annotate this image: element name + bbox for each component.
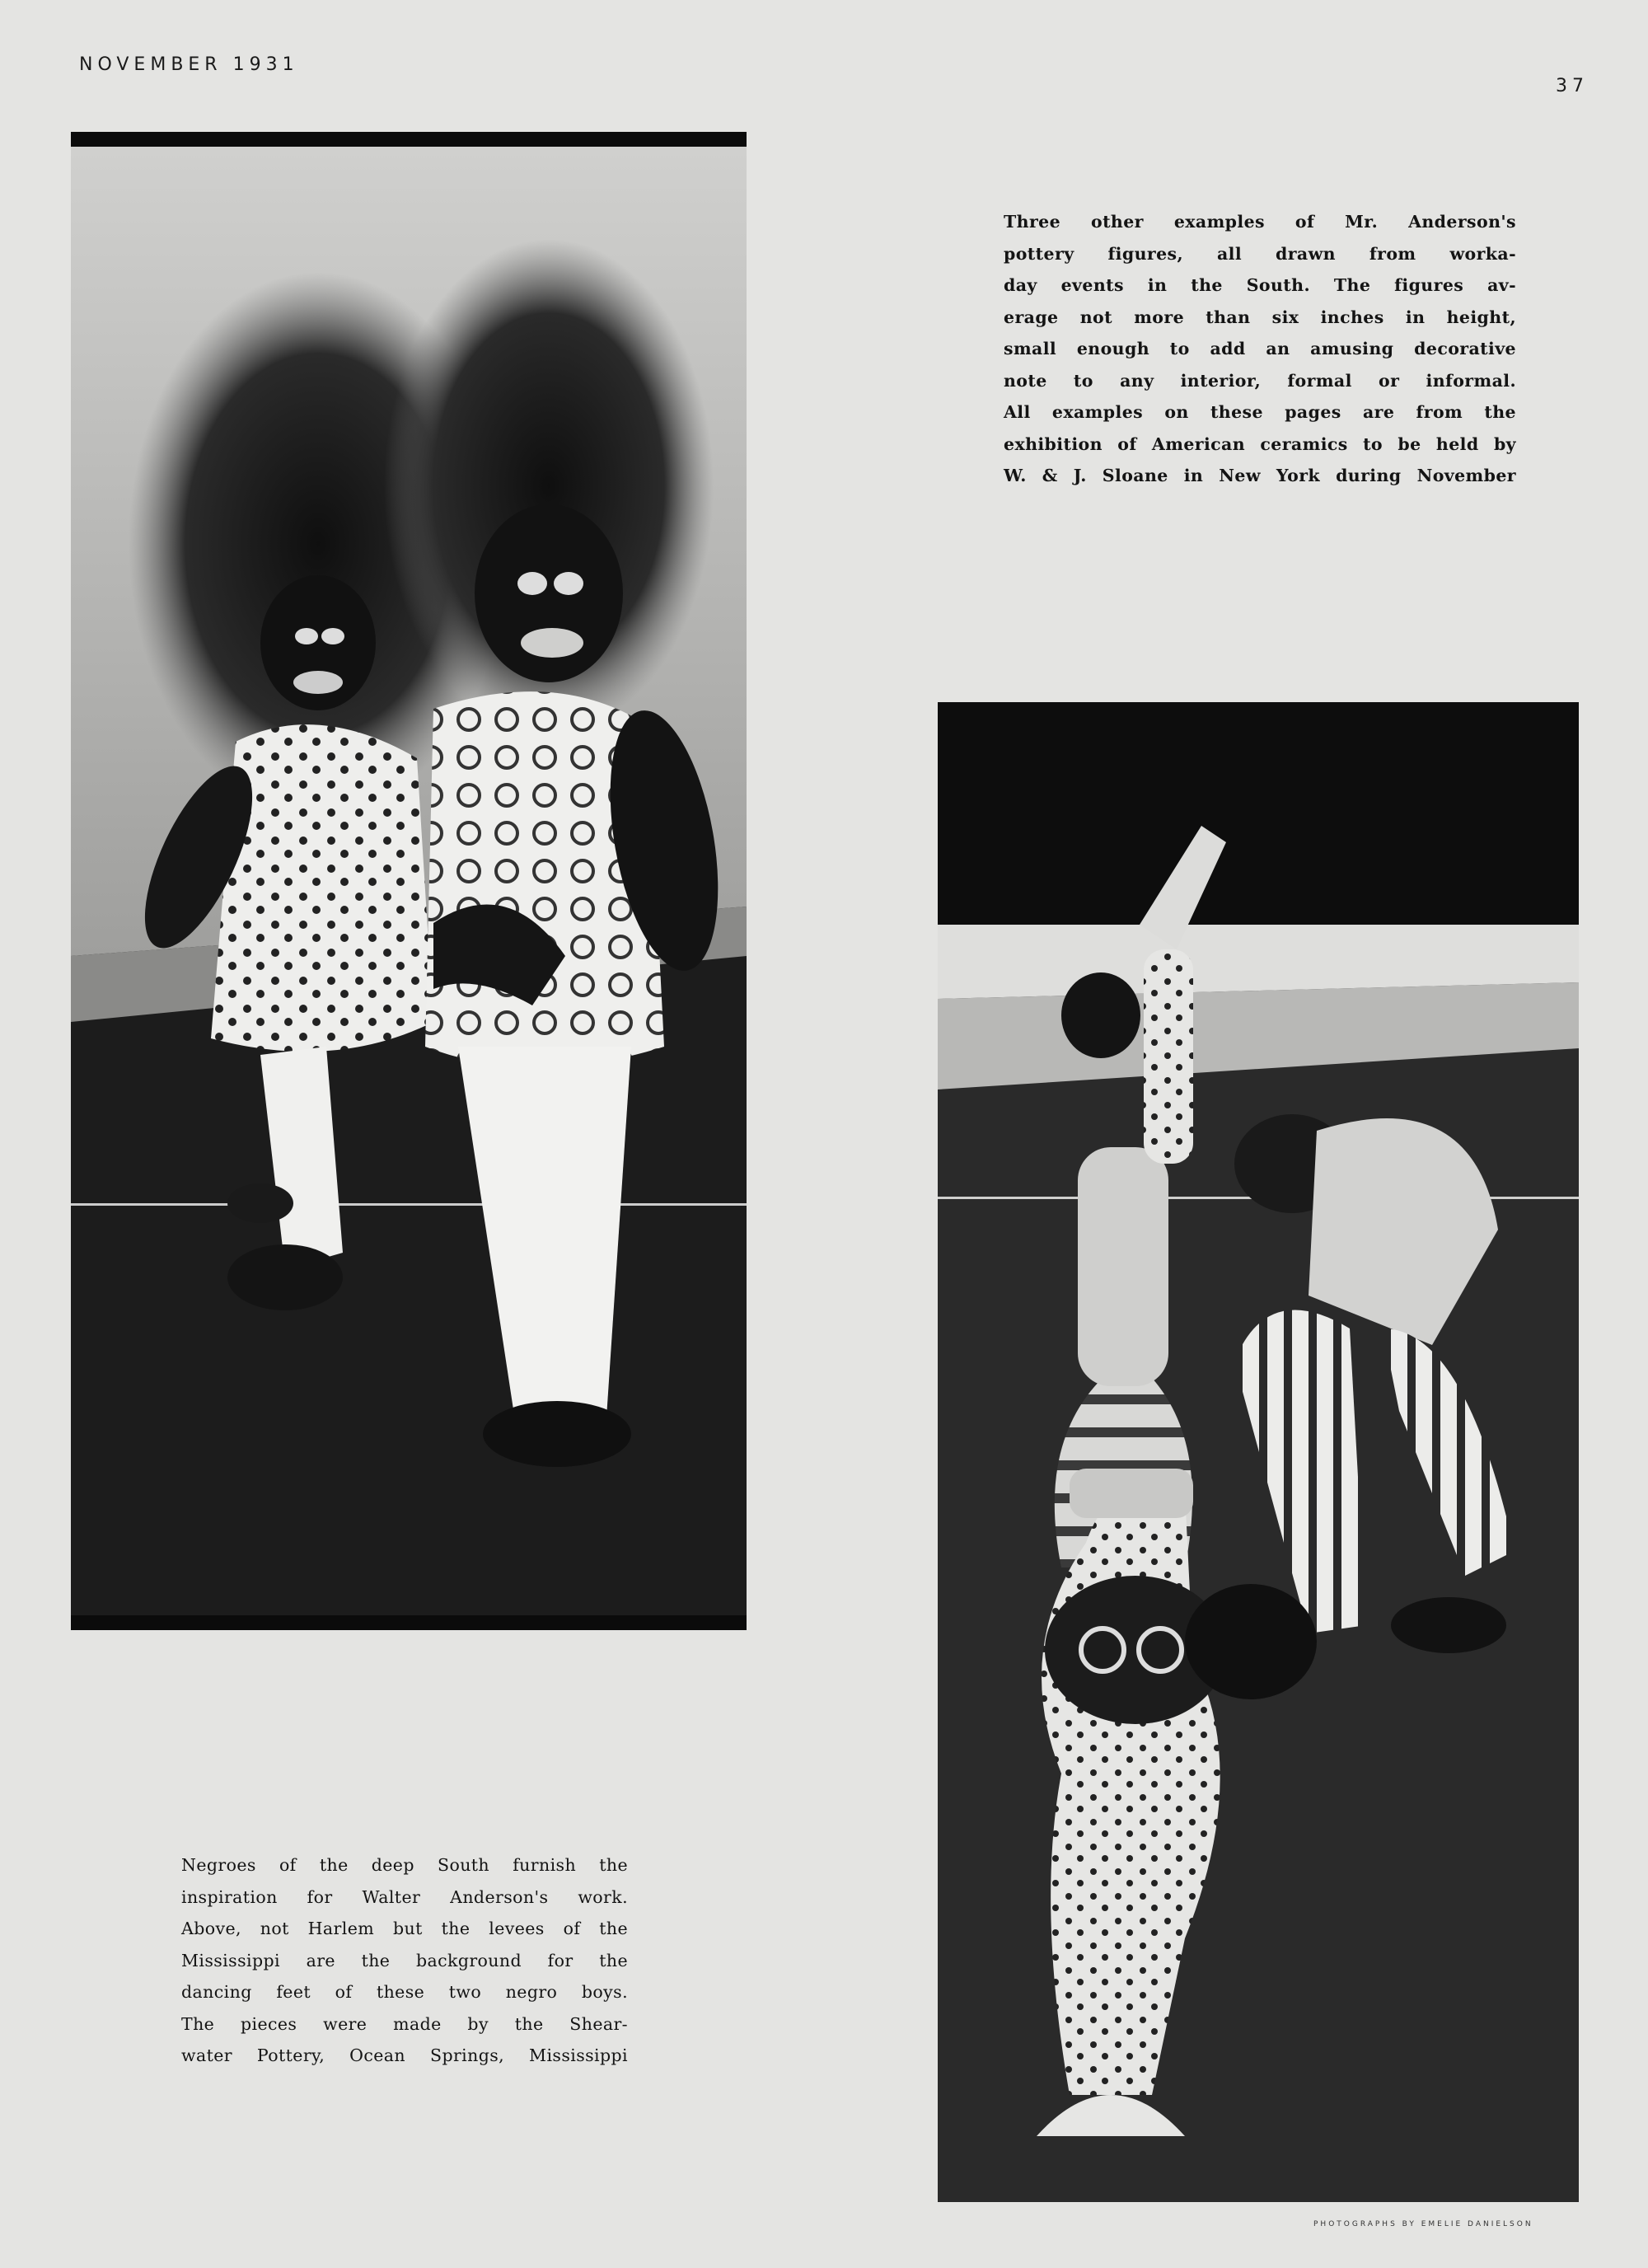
caption-line: note to any interior, formal or informal. xyxy=(1004,370,1516,391)
caption-top xyxy=(1004,206,1516,492)
caption-line: pottery figures, all drawn from worka- xyxy=(1004,243,1516,264)
photo-two-dancing-figures xyxy=(71,132,747,1630)
caption-line: Mississippi are the background for the xyxy=(181,1950,628,1970)
caption-line: water Pottery, Ocean Springs, Mississippi xyxy=(181,2045,628,2065)
caption-line: day events in the South. The figures av- xyxy=(1004,275,1516,295)
caption-line: erage not more than six inches in height, xyxy=(1004,307,1516,327)
photo-three-pottery-figures xyxy=(938,702,1579,2202)
photo-credit: PHOTOGRAPHS BY EMELIE DANIELSON xyxy=(1313,2220,1533,2228)
running-head-month: NOVEMBER 1931 xyxy=(79,54,299,75)
caption-line: All examples on these pages are from the xyxy=(1004,402,1516,422)
caption-line: Above, not Harlem but the levees of the xyxy=(181,1919,628,1938)
caption-line: dancing feet of these two negro boys. xyxy=(181,1982,628,2002)
caption-line: The pieces were made by the Shear- xyxy=(181,2013,628,2034)
caption-line: Three other examples of Mr. Anderson's xyxy=(1004,212,1516,232)
caption-bottom xyxy=(181,1849,628,2072)
caption-line: W. & J. Sloane in New York during November xyxy=(1004,466,1516,485)
page-number: 37 xyxy=(1556,76,1589,96)
caption-line: exhibition of American ceramics to be held by xyxy=(1004,433,1516,454)
caption-line: small enough to add an amusing decorative xyxy=(1004,339,1516,358)
caption-line: Negroes of the deep South furnish the xyxy=(181,1855,628,1875)
caption-line: inspiration for Walter Anderson's work. xyxy=(181,1886,628,1907)
